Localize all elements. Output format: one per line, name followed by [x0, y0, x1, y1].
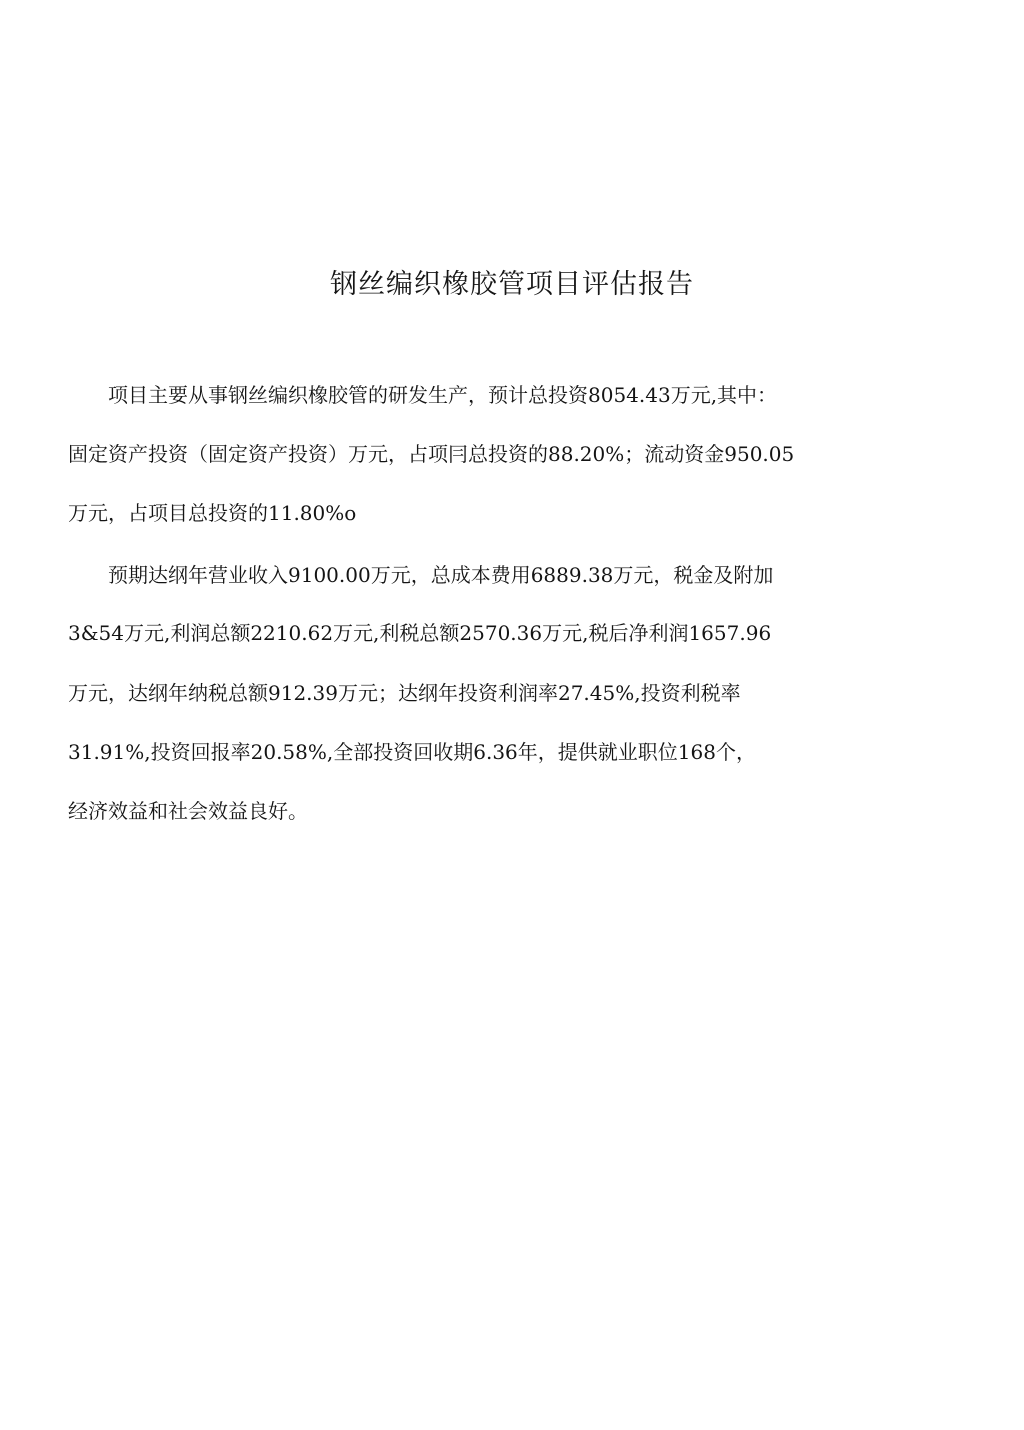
- paragraph-2-line-4: 31.91%,投资回报率20.58%,全部投资回收期6.36年，提供就业职位168个，: [68, 740, 756, 764]
- paragraph-2-line-5: 经济效益和社会效益良好。: [68, 799, 308, 823]
- document-title: 钢丝编织橡胶管项目评估报告: [330, 269, 694, 300]
- paragraph-1-line-1: 项目主要从事钢丝编织橡胶管的研发生产，预计总投资8054.43万元,其中：: [68, 383, 778, 407]
- paragraph-1-line-2: 固定资产投资（固定资产投资）万元，占项冃总投资的88.20%；流动资金950.05: [68, 442, 795, 466]
- paragraph-2-line-1: 预期达纲年营业收入9100.00万元，总成本费用6889.38万元，税金及附加: [68, 563, 774, 587]
- paragraph-1-line-3: 万元，占项目总投资的11.80%o: [68, 501, 357, 525]
- paragraph-2-line-3: 万元，达纲年纳税总额912.39万元；达纲年投资利润率27.45%,投资利税率: [68, 681, 741, 705]
- paragraph-2-line-2: 3&54万元,利润总额2210.62万元,利税总额2570.36万元,税后净利润1657.96: [68, 621, 772, 645]
